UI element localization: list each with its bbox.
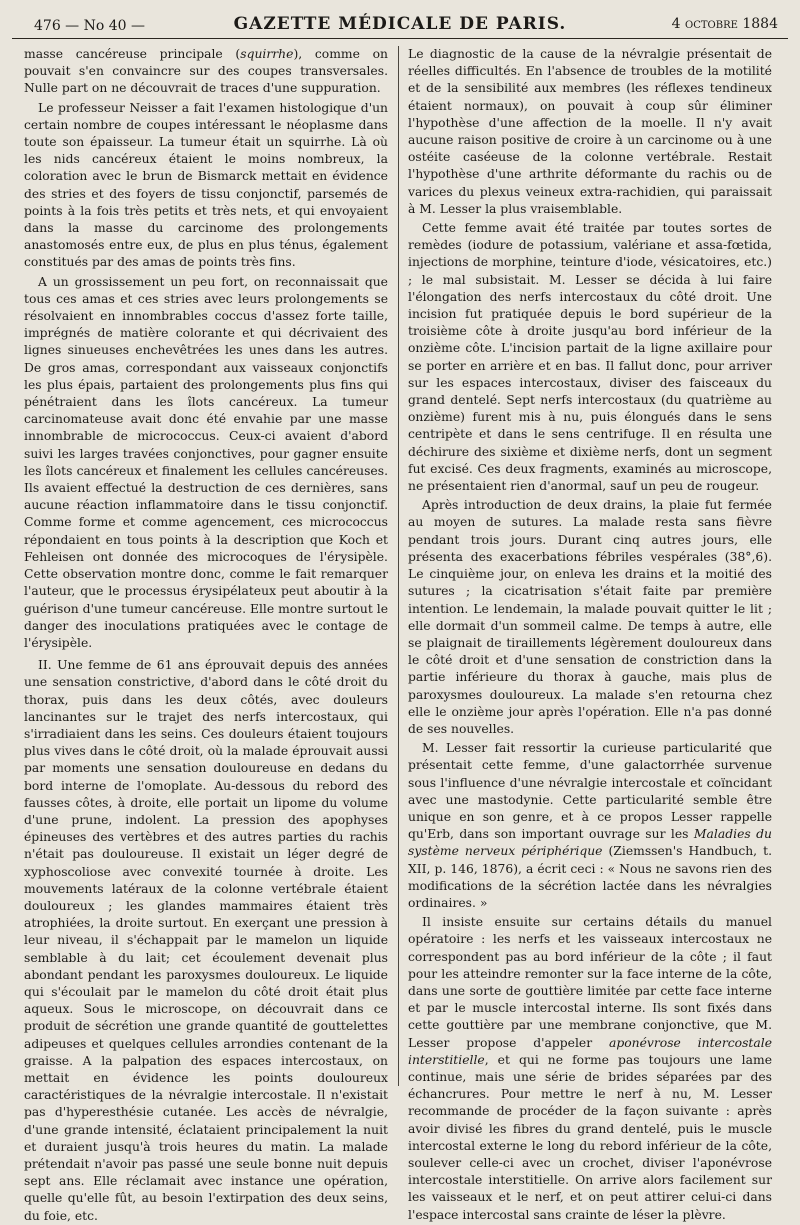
paragraph <box>408 740 772 912</box>
text-run: , et qui ne forme pas toujours une lame continue, mais une série de brides séparées par des échancrures. Pour mettre le nerf à nu, M. Lesser recommande de procéder de la façon suivante : après avoir divisé les fibres du grand dentelé, puis le muscle intercostal externe le long du rebord inférieur de la côte, soulever celle-ci avec un crochet, diviser l'aponévrose intercostale interstitielle. On arrive alors facilement sur les vaisseaux et le nerf, et on peut attirer celui-ci dans l'espace intercostal sans crainte de léser la plèvre. <box>408 1052 772 1222</box>
paragraph <box>408 220 772 495</box>
page-header <box>12 8 788 39</box>
text-run: Après introduction de deux drains, la plaie fut fermée au moyen de sutures. La malade resta sans fièvre pendant trois jours. Durant cinq autres jours, elle présenta des exacerbations fébriles vespérales (38°,6). Le cinquième jour, on enleva les drains et la moitié des sutures ; la cicatrisation s'était faite par première intention. Le lendemain, la malade pouvait quitter le lit ; elle dormait d'un sommeil calme. De temps à autre, elle se plaignait de tiraillements légèrement douloureux dans le côté droit et d'une sensation de constriction dans la partie inférieure du thorax à gauche, mais plus de paroxysmes douloureux. La malade s'en retourna chez elle le onzième jour après l'opération. Elle n'a pas donné de ses nouvelles. <box>408 498 772 736</box>
text-run: Il insiste ensuite sur certains détails du manuel opératoire : les nerfs et les vaisseaux intercostaux ne correspondent pas au bord inférieur de la côte ; il faut pour les atteindre remonter sur la face interne de la côte, dans une sorte de gouttière limitée par cette face interne et par le muscle intercostal interne. Ils sont fixés dans cette gouttière par une membrane conjonctive, que M. Lesser propose d'appeler <box>408 915 772 1050</box>
paragraph <box>408 914 772 1224</box>
issue-date: 4 octobre 1884 <box>671 16 778 32</box>
italic-text: Maladies du système nerveux périphérique <box>408 827 772 859</box>
paragraph <box>24 100 388 272</box>
text-run: M. Lesser fait ressortir la curieuse particularité que présentait cette femme, d'une galactorrhée survenue sous l'influence d'une névralgie intercostale et coïncidant avec une mastodynie. Cette particularité semble être unique en son genre, et à ce propos Lesser rappelle qu'Erb, dans son important ouvrage sur les <box>408 741 772 842</box>
paragraph <box>24 274 388 652</box>
column-divider <box>398 46 399 1086</box>
italic-text: aponévrose intercostale interstitielle <box>408 1035 772 1067</box>
text-run: A un grossissement un peu fort, on reconnaissait que tous ces amas et ces stries avec leurs prolongements se résolvaient en innombrables coccus d'assez forte taille, imprégnés de matière colorante et qui décrivaient des lignes sinueuses enchevêtrées les unes dans les autres. De gros amas, correspondant aux vaisseaux conjonctifs les plus épais, partaient des prolongements plus fins qui pénétraient dans les îlots cancéreux. La tumeur carcinomateuse avait donc été envahie par une masse innombrable de micrococcus. Ceux-ci avaient d'abord suivi les larges travées conjonctives, pour gagner ensuite les îlots cancéreux et finalement les cellules cancéreuses. Ils avaient effectué la destruction de ces dernières, sans aucune réaction inflammatoire dans le tissu conjonctif. Comme forme et comme agencement, ces micrococcus répondaient en tous points à la description que Koch et Fehleisen ont donnée des microcoques de l'érysipèle. Cette observation montre donc, comme le fait remarquer l'auteur, que le processus érysipélateux peut aboutir à la guérison d'une tumeur cancéreuse. Elle montre surtout le danger des inoculations pratiquées avec le contage de l'érysipèle. <box>24 274 388 650</box>
paragraph <box>408 497 772 738</box>
text-run: Le diagnostic de la cause de la névralgie présentait de réelles difficultés. En l'absence de troubles de la motilité et de la sensibilité aux membres (les réflexes tendineux étaient normaux), on pouvait à coup sûr éliminer l'hypothèse d'une affection de la moelle. Il n'y avait aucune raison positive de croire à un carcinome ou à une ostéite caséeuse de la colonne vertébrale. Restait l'hypothèse d'une arthrite déformante du rachis ou de varices du plexus veineux extra-rachidien, qui paraissait à M. Lesser la plus vraisemblable. <box>408 47 772 216</box>
paragraph <box>408 46 772 218</box>
italic-text: squirrhe <box>240 47 294 61</box>
paragraph <box>24 46 388 98</box>
journal-title: GAZETTE MÉDICALE DE PARIS. <box>233 14 567 34</box>
right-column <box>408 46 772 1222</box>
page-number: 476 — No 40 — <box>34 18 146 34</box>
text-run: masse cancéreuse principale ( <box>24 47 241 61</box>
text-run: ), comme on pouvait s'en convaincre sur des coupes transversales. Nulle part on ne découvrait de traces d'une suppuration. <box>24 47 388 96</box>
left-column <box>24 46 388 1223</box>
text-run: Cette femme avait été traitée par toutes sortes de remèdes (iodure de potassium, valériane et assa-fœtida, injections de morphine, teinture d'iode, vésicatoires, etc.) ; le mal subsistait. M. Lesser se décida à lui faire l'élongation des nerfs intercostaux du côté droit. Une incision fut pratiquée depuis le bord supérieur de la troisième côte à droite jusqu'au bord inférieur de la onzième côte. L'incision partait de la ligne axillaire pour se porter en arrière et en bas. Il fallut donc, pour arriver sur les espaces intercostaux, diviser des faisceaux du grand dentelé. Sept nerfs intercostaux (du quatrième au onzième) furent mis à nu, puis élongués dans le sens centripète et dans le sens centrifuge. Il en résulta une déchirure des sixième et dixième nerfs, dont un segment fut excisé. Ces deux fragments, examinés au microscope, ne présentaient rien d'anormal, sauf un peu de rougeur. <box>408 221 772 494</box>
paragraph <box>24 657 388 1225</box>
text-run: Le professeur Neisser a fait l'examen histologique d'un certain nombre de coupes intéressant le néoplasme dans toute son épaisseur. La tumeur était un squirrhe. Là où les nids cancéreux étaient le moins nombreux, la coloration avec le brun de Bismarck mettait en évidence des stries et des foyers de tissu conjonctif, parsemés de points à la fois très petits et très nets, et qui envoyaient dans la masse du carcinome des prolongements anastomosés entre eux, de plus en plus ténus, également constitués par des amas de points très fins. <box>24 100 388 270</box>
text-run: (Ziemssen's Handbuch, t. XII, p. 146, 1876), a écrit ceci : « Nous ne savons rien des modifications de la sécrétion lactée dans les névralgies ordinaires. » <box>408 844 772 910</box>
text-run: II. Une femme de 61 ans éprouvait depuis des années une sensation constrictive, d'abord dans le côté droit du thorax, puis dans les deux côtés, avec douleurs lancinantes sur le trajet des nerfs intercostaux, qui s'irradiaient dans les seins. Ces douleurs étaient toujours plus vives dans le côté droit, où la malade éprouvait aussi par moments une sensation douloureuse en dedans du bord interne de l'omoplate. Au-dessous du rebord des fausses côtes, à droite, elle portait un lipome du volume d'une prune, indolent. La pression des apophyses épineuses des vertèbres et des autres parties du rachis n'était pas douloureuse. Il existait un léger degré de xyphoscoliose avec convexité tournée à droite. Les mouvements latéraux de la colonne vertébrale étaient douloureux ; les glandes mammaires étaient très atrophiées, la droite surtout. En exerçant une pression à leur niveau, il s'échappait par le mamelon un liquide semblable à du lait; cet écoulement devenait plus abondant pendant les paroxysmes douloureux. Le liquide qui s'écoulait par le mamelon du côté droit était plus aqueux. Sous le microscope, on découvrait dans ce produit de sécrétion une grande quantité de gouttelettes adipeuses et quelques cellules arrondies contenant de la graisse. A la palpation des espaces intercostaux, on mettait en évidence les points douloureux caractéristiques de la névralgie intercostale. Il n'existait pas d'hyperesthésie cutanée. Les accès de névralgie, d'une grande intensité, éclataient principalement la nuit et duraient jusqu'à trois heures du matin. La malade prétendait n'avoir pas passé une seule bonne nuit depuis sept ans. Elle réclamait avec instance une opération, quelle qu'elle fût, au besoin l'extirpation des deux seins, du foie, etc. <box>24 658 388 1223</box>
